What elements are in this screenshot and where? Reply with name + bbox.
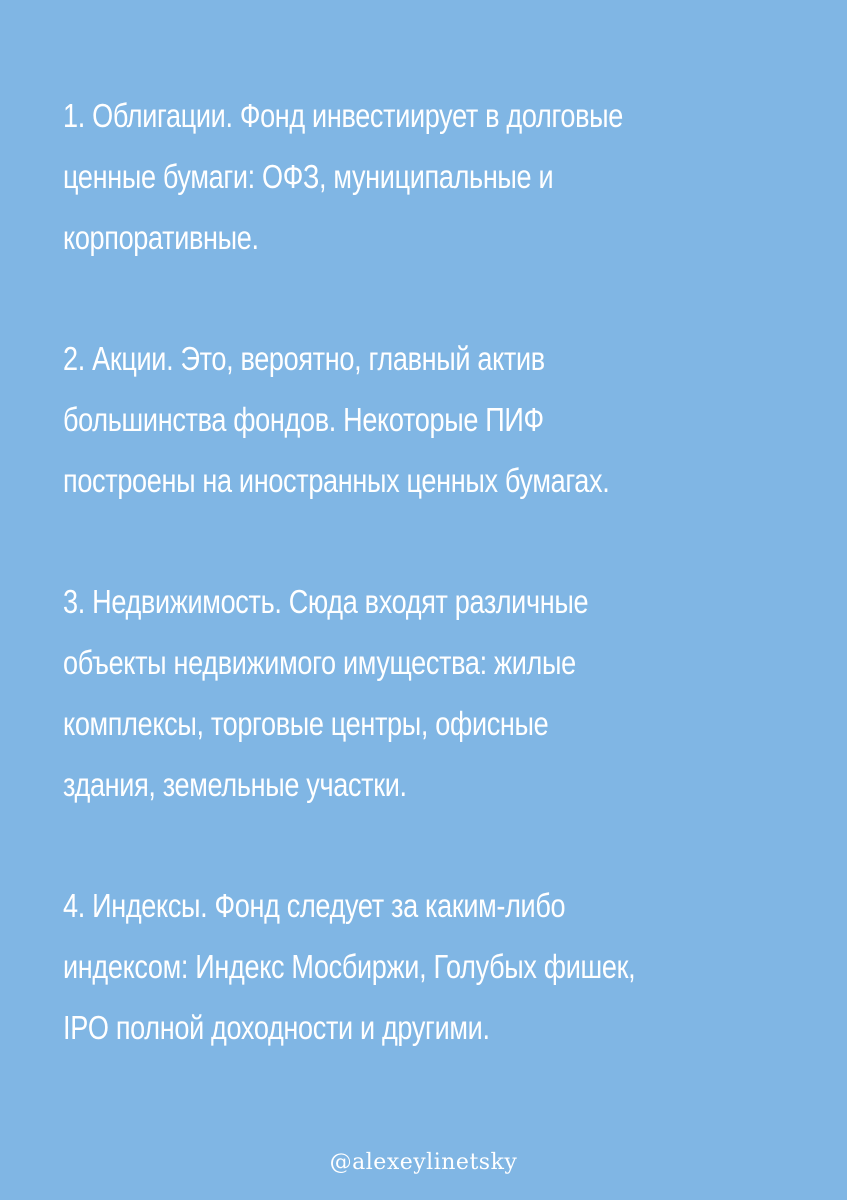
paragraph-real-estate [63, 571, 793, 815]
paragraph-line: индексом: Индекс Мосбиржи, Голубых фишек, [63, 948, 636, 985]
paragraph-line: здания, земельные участки. [63, 766, 407, 803]
paragraph-line: построены на иностранных ценных бумагах. [63, 462, 610, 499]
paragraph-line: ценные бумаги: ОФЗ, муниципальные и [63, 158, 554, 195]
content-block [63, 85, 793, 1118]
paragraph-line: 3. Недвижимость. Сюда входят различные [63, 583, 589, 620]
paragraph-line: 1. Облигации. Фонд инвестиирует в долговые [63, 97, 624, 134]
paragraph-line: корпоративные. [63, 219, 259, 256]
author-handle: @alexeylinetsky [329, 1150, 518, 1175]
paragraph-line: большинства фондов. Некоторые ПИФ [63, 401, 544, 438]
paragraph-line: 2. Акции. Это, вероятно, главный актив [63, 340, 545, 377]
paragraph-stocks [63, 328, 793, 511]
paragraph-line: 4. Индексы. Фонд следует за каким-либо [63, 887, 566, 924]
paragraph-indexes [63, 875, 793, 1058]
paragraph-line: комплексы, торговые центры, офисные [63, 705, 549, 742]
paragraph-bonds [63, 85, 793, 268]
paragraph-line: IPO полной доходности и другими. [63, 1009, 490, 1046]
paragraph-line: объекты недвижимого имущества: жилые [63, 644, 576, 681]
